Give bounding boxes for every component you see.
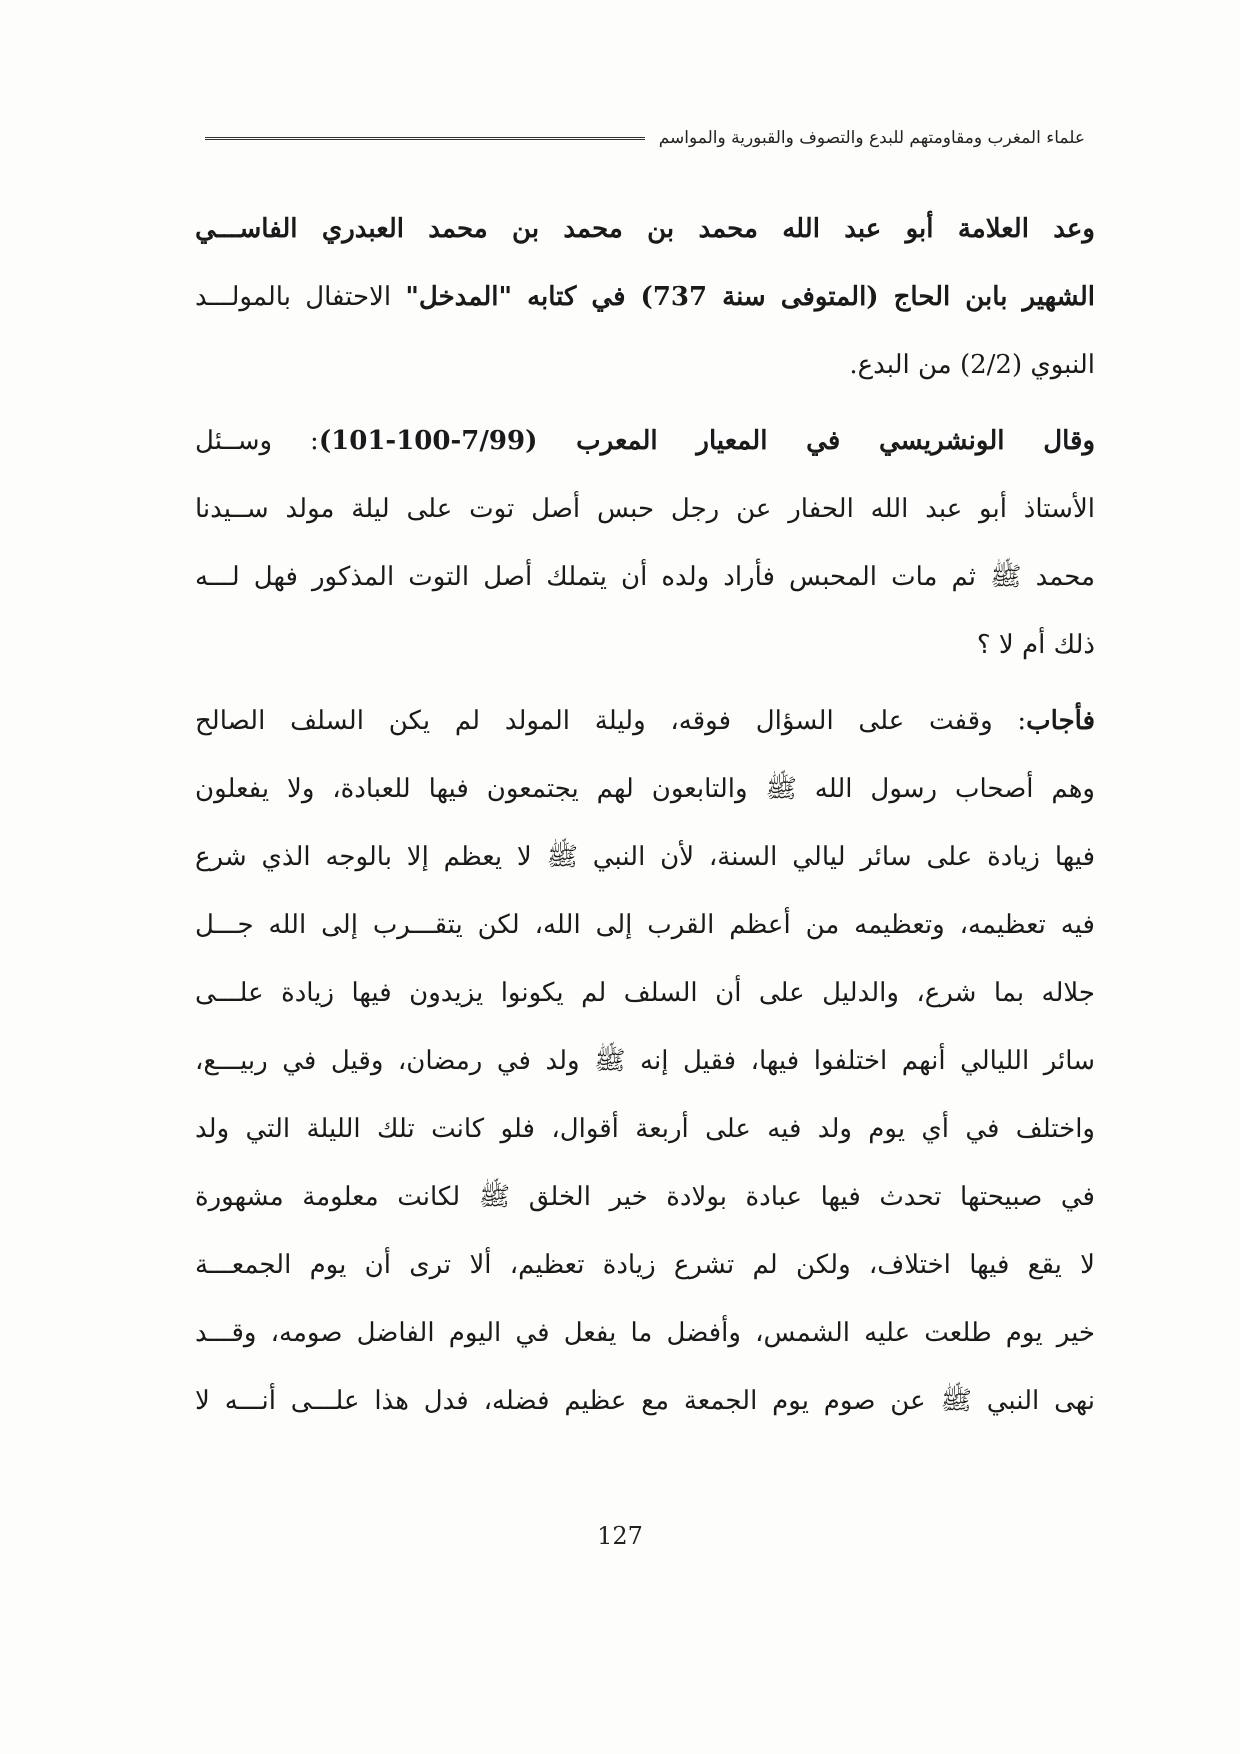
text-run: الاحتفال بالمولـــد xyxy=(195,282,406,312)
text-line: فيه تعظيمه، وتعظيمه من أعظم القرب إلى الله، لكن يتقـــرب إلى الله جـــل xyxy=(195,910,1095,940)
bold-run: فأجاب xyxy=(1026,706,1095,736)
text-line: ذلك أم لا ؟ xyxy=(976,630,1095,660)
text-line: خير يوم طلعت عليه الشمس، وأفضل ما يفعل في اليوم الفاضل صومه، وقـــد xyxy=(195,1318,1095,1348)
text-line: نهى النبي ﷺ عن صوم يوم الجمعة مع عظيم فضله، فدل هذا علـــى أنـــه لا xyxy=(195,1386,1095,1416)
paragraph-gap xyxy=(195,399,1095,407)
text-line: محمد ﷺ ثم مات المحبس فأراد ولده أن يتملك أصل التوت المذكور فهل لـــه xyxy=(195,562,1095,592)
paragraph-gap xyxy=(195,679,1095,687)
bold-run: الشهير بابن الحاج (المتوفى سنة 737) في كتابه "المدخل" xyxy=(405,282,1095,312)
header-rule xyxy=(205,137,645,140)
text-line: جلاله بما شرع، والدليل على أن السلف لم يكونوا يزيدون فيها زيادة علـــى xyxy=(195,978,1095,1008)
text-run: : وســئل xyxy=(195,426,319,456)
text-run: : وقفت على السؤال فوقه، وليلة المولد لم يكن السلف الصالح xyxy=(195,706,1027,736)
bold-run: وقال الونشريسي في المعيار المعرب (7/99-100-101) xyxy=(318,426,1095,456)
text-line: النبوي (2/2) من البدع. xyxy=(849,350,1095,380)
text-line: الأستاذ أبو عبد الله الحفار عن رجل حبس أصل توت على ليلة مولد ســيدنا xyxy=(195,494,1095,524)
page-number: 127 xyxy=(597,1522,643,1550)
body-text xyxy=(195,195,1095,1435)
running-header xyxy=(205,118,1085,158)
text-line xyxy=(195,263,1095,331)
text-line: واختلف في أي يوم ولد فيه على أربعة أقوال، فلو كانت تلك الليلة التي ولد xyxy=(195,1114,1095,1144)
text-line xyxy=(195,407,1095,475)
text-line: وعد العلامة أبو عبد الله محمد بن محمد بن محمد العبدري الفاســـي xyxy=(195,214,1095,244)
text-line: وهم أصحاب رسول الله ﷺ والتابعون لهم يجتمعون فيها للعبادة، ولا يفعلون xyxy=(195,774,1095,804)
text-line xyxy=(195,687,1095,755)
running-header-title: علماء المغرب ومقاومتهم للبدع والتصوف والقبورية والمواسم xyxy=(658,128,1085,148)
text-line: سائر الليالي أنهم اختلفوا فيها، فقيل إنه ﷺ ولد في رمضان، وقيل في ربيـــع، xyxy=(195,1046,1095,1076)
text-line: في صبيحتها تحدث فيها عبادة بولادة خير الخلق ﷺ لكانت معلومة مشهورة xyxy=(195,1182,1095,1212)
text-line: فيها زيادة على سائر ليالي السنة، لأن النبي ﷺ لا يعظم إلا بالوجه الذي شرع xyxy=(195,842,1095,872)
text-line: لا يقع فيها اختلاف، ولكن لم تشرع زيادة تعظيم، ألا ترى أن يوم الجمعـــة xyxy=(195,1250,1095,1280)
